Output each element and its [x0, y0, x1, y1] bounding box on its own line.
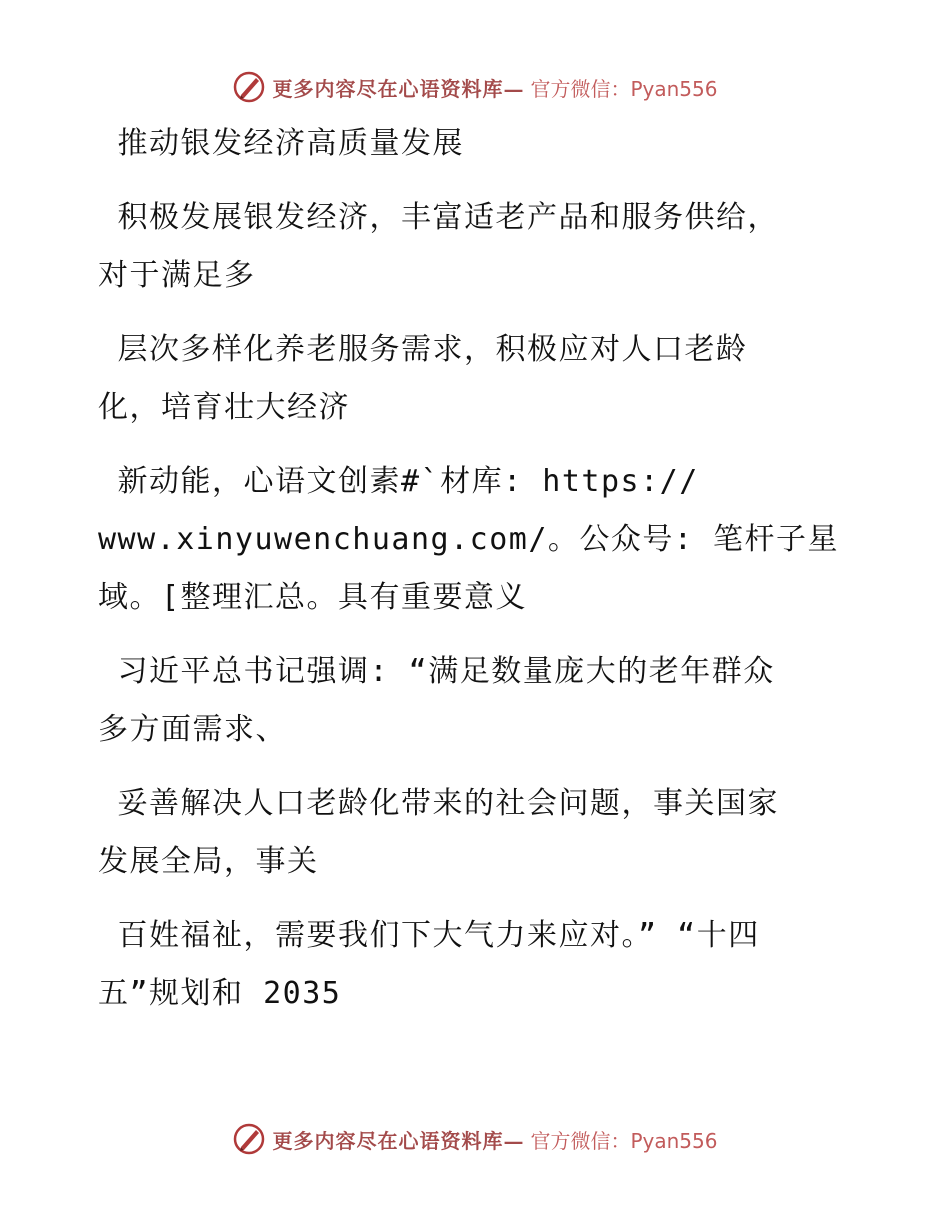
doc-line: 对于满足多	[98, 258, 256, 293]
doc-line: 习近平总书记强调: “满足数量庞大的老年群众	[98, 654, 775, 689]
doc-line: 发展全局，事关	[98, 844, 319, 879]
pen-logo-icon	[232, 1122, 266, 1156]
doc-line: 域。[整理汇总。具有重要意义	[98, 580, 528, 615]
pen-logo-icon	[232, 70, 266, 104]
doc-line: 推动银发经济高质量发展	[98, 126, 465, 161]
header-banner	[0, 70, 950, 104]
doc-line: 层次多样化养老服务需求，积极应对人口老龄	[98, 332, 748, 367]
banner-text: 更多内容尽在心语资料库—	[272, 1128, 525, 1153]
doc-line: 妥善解决人口老龄化带来的社会问题，事关国家	[98, 786, 780, 821]
doc-line: 多方面需求、	[98, 712, 287, 747]
doc-line: 五”规划和 2035	[98, 976, 342, 1011]
doc-line: 积极发展银发经济，丰富适老产品和服务供给，	[98, 200, 780, 235]
wechat-text: 官方微信：Pyan556	[530, 1128, 718, 1153]
doc-line: 新动能，心语文创素#`材库: https://	[98, 464, 699, 499]
banner-text: 更多内容尽在心语资料库—	[272, 76, 525, 101]
footer-banner	[0, 1122, 950, 1156]
document-body	[98, 122, 858, 1016]
doc-line: 化，培育壮大经济	[98, 390, 350, 425]
doc-line: www.xinyuwenchuang.com/。公众号: 笔杆子星	[98, 522, 840, 557]
doc-line: 百姓福祉，需要我们下大气力来应对。” “十四	[98, 918, 760, 953]
wechat-text: 官方微信：Pyan556	[530, 76, 718, 101]
